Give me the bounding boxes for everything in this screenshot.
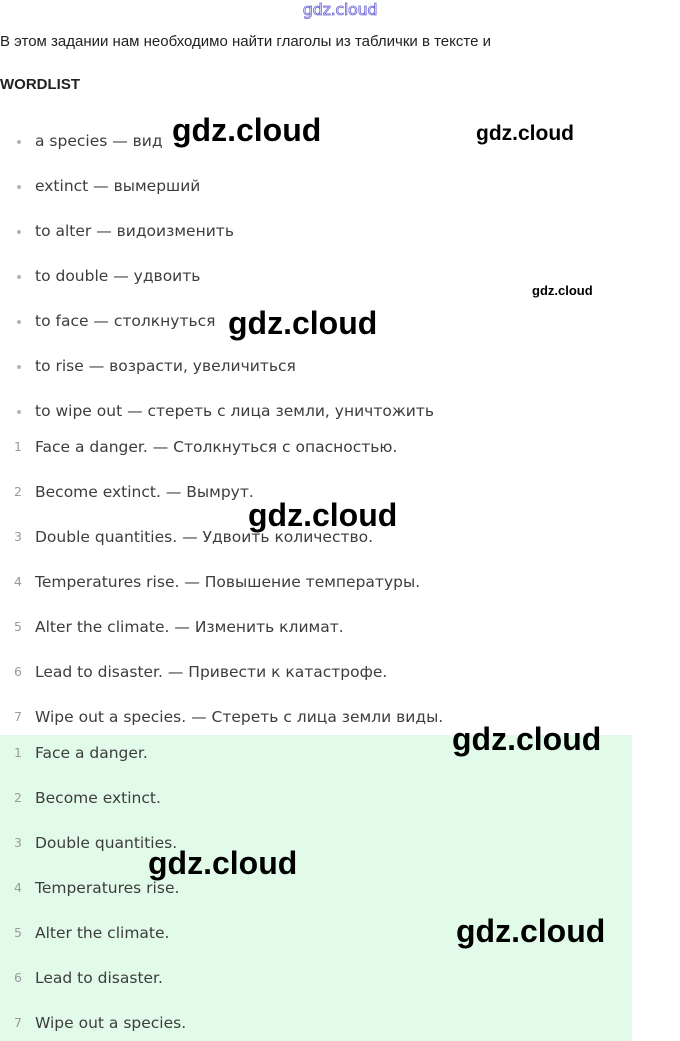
bullet-icon: [17, 275, 21, 279]
bullet-icon: [17, 320, 21, 324]
bullet-icon: [17, 365, 21, 369]
intro-paragraph: В этом задании нам необходимо найти глаголы из таблички в тексте и: [0, 33, 491, 50]
watermark: gdz.cloud: [228, 305, 378, 341]
bullet-icon: [17, 410, 21, 414]
bullet-icon: [17, 185, 21, 189]
watermark: gdz.cloud: [456, 913, 606, 949]
bullet-icon: [17, 140, 21, 144]
watermark: gdz.cloud: [148, 845, 298, 881]
watermark: gdz.cloud: [248, 497, 398, 533]
site-watermark-top: gdz.cloud: [302, 0, 378, 19]
bullet-icon: [17, 230, 21, 234]
watermark: gdz.cloud: [172, 112, 322, 148]
watermark: gdz.cloud: [452, 721, 602, 757]
watermark: gdz.cloud: [476, 122, 574, 145]
wordlist-heading: WORDLIST: [0, 76, 80, 93]
watermark: gdz.cloud: [532, 283, 593, 298]
